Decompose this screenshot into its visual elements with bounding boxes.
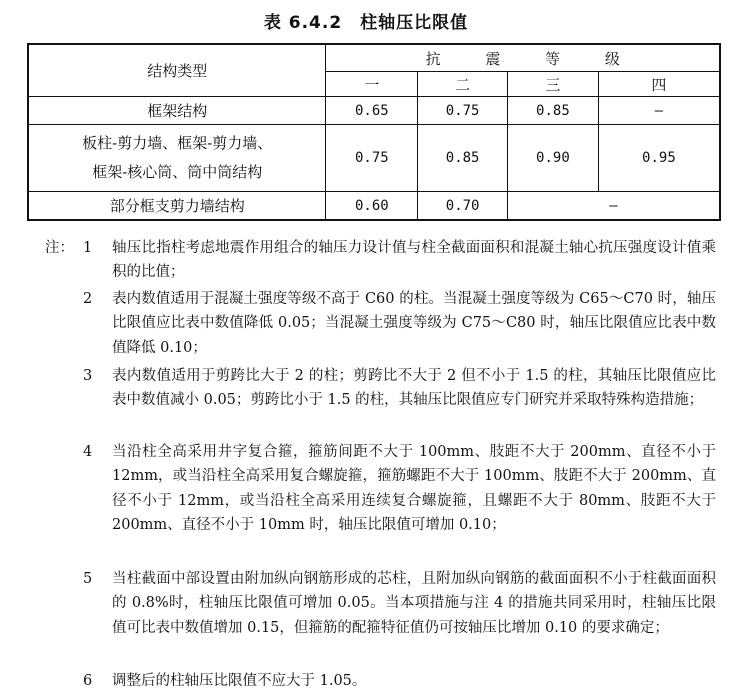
note-number: 2 xyxy=(83,291,93,307)
table-cell: 0.70 xyxy=(418,192,508,221)
row-type-line: 框架-核心筒、筒中筒结构 xyxy=(92,163,263,181)
table-row xyxy=(28,97,720,125)
table-cell: 0.60 xyxy=(326,192,418,221)
table-cell-merged: — xyxy=(508,192,720,221)
table-title: 表 6.4.2 柱轴压比限值 xyxy=(263,13,469,33)
table-cell: 0.90 xyxy=(508,125,599,192)
row-type-line: 板柱-剪力墙、框架-剪力墙、 xyxy=(82,134,273,152)
grade-4: 四 xyxy=(598,72,720,97)
table-row xyxy=(28,125,720,192)
note-text: 当沿柱全高采用井字复合箍，箍筋间距不大于 100mm、肢距不大于 200mm、直径不小于 12mm，或当沿柱全高采用复合螺旋箍，箍筋螺距不大于 100mm、肢距不大于 200mm、直径不小于 12mm，或当沿柱全高采用连续复合螺旋箍，且螺距不大于 80mm、肢距不大于 200mm、直径不小于 10mm 时，轴压比限值可增加 0.10； xyxy=(112,444,716,534)
note-text: 表内数值适用于剪跨比大于 2 的柱；剪跨比不大于 2 但不小于 1.5 的柱，其轴压比限值应比表中数值减小 0.05；剪跨比小于 1.5 的柱，其轴压比限值应专门研究并采取特殊构造措施； xyxy=(112,368,716,409)
grade-1: 一 xyxy=(326,72,418,97)
table-cell: 0.75 xyxy=(326,125,418,192)
table-cell: 0.75 xyxy=(418,97,508,125)
table-cell: — xyxy=(598,97,720,125)
note-text: 表内数值适用于混凝土强度等级不高于 C60 的柱。当混凝土强度等级为 C65～C70 时，轴压比限值应比表中数值降低 0.05；当混凝土强度等级为 C75～C80 时，轴压比限值应比表中数值降低 0.10； xyxy=(112,291,716,356)
header-seismic-grade: 抗 震 等 级 xyxy=(326,44,720,72)
table-row xyxy=(28,192,720,221)
table-cell: 0.95 xyxy=(598,125,720,192)
row-type: 框架结构 xyxy=(28,97,326,125)
table-cell: 0.65 xyxy=(326,97,418,125)
note-number: 1 xyxy=(83,240,93,256)
table-cell: 0.85 xyxy=(508,97,599,125)
notes-prefix: 注： xyxy=(45,240,74,256)
note-number: 6 xyxy=(83,673,93,689)
axial-compression-ratio-table xyxy=(27,43,721,221)
grade-2: 二 xyxy=(418,72,508,97)
note-number: 4 xyxy=(83,444,93,460)
row-type: 部分框支剪力墙结构 xyxy=(28,192,326,221)
note-text: 轴压比指柱考虑地震作用组合的轴压力设计值与柱全截面面积和混凝土轴心抗压强度设计值乘积的比值； xyxy=(112,240,716,281)
note-number: 5 xyxy=(83,571,93,587)
header-row xyxy=(28,44,720,72)
note-text: 调整后的柱轴压比限值不应大于 1.05。 xyxy=(112,673,367,689)
table-cell: 0.85 xyxy=(418,125,508,192)
note-text: 当柱截面中部设置由附加纵向钢筋形成的芯柱，且附加纵向钢筋的截面面积不小于柱截面面积的 0.8%时，柱轴压比限值可增加 0.05。当本项措施与注 4 的措施共同采用时，柱轴压比限值可比表中数值增加 0.15，但箍筋的配箍特征值仍可按轴压比增加 0.10 的要求确定； xyxy=(112,571,716,636)
note-number: 3 xyxy=(83,368,93,384)
grade-3: 三 xyxy=(508,72,599,97)
row-type xyxy=(28,125,326,192)
header-structure-type: 结构类型 xyxy=(28,44,326,97)
